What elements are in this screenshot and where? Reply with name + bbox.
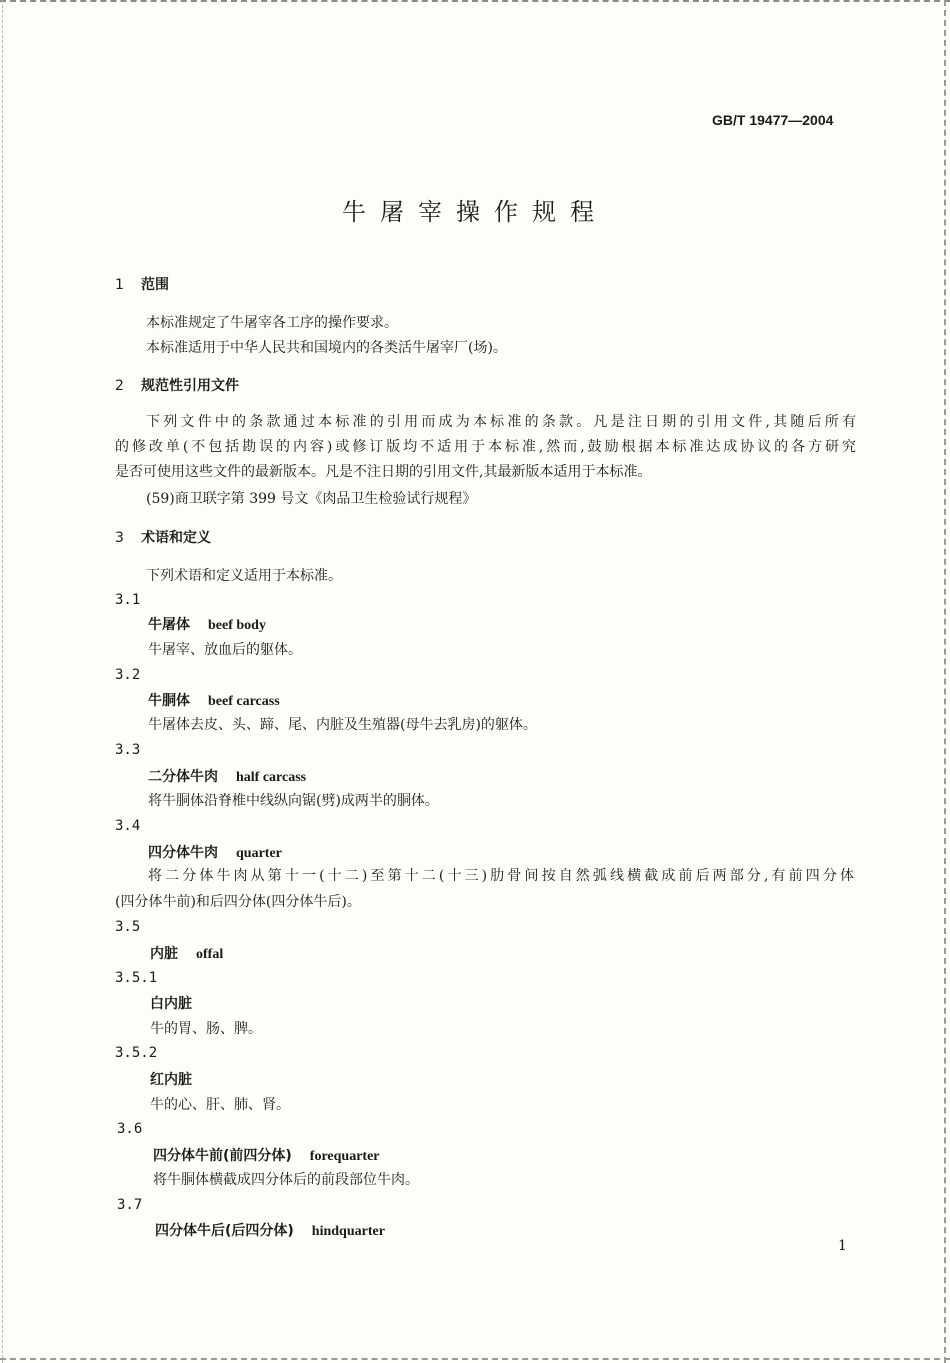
- scan-edge-left: [2, 0, 3, 1363]
- term-definition: (四分体牛前)和后四分体(四分体牛后)。: [115, 894, 361, 910]
- term-en: quarter: [236, 846, 282, 861]
- term-zh: 内脏: [150, 946, 178, 962]
- clause-number: 3.3: [115, 742, 141, 758]
- term-en: forequarter: [309, 1149, 380, 1164]
- term-zh: 白内脏: [150, 996, 192, 1012]
- section-title: 术语和定义: [141, 530, 211, 546]
- term-definition: 将牛胴体沿脊椎中线纵向锯(劈)成两半的胴体。: [148, 793, 439, 809]
- term: [150, 1069, 192, 1089]
- term-zh: 四分体牛肉: [148, 845, 218, 861]
- term: [150, 993, 192, 1013]
- reference-entry: (59)商卫联字第 399 号文《肉品卫生检验试行规程》: [146, 491, 477, 507]
- term: [148, 766, 306, 786]
- term-definition: 牛的心、肝、肺、肾。: [150, 1097, 290, 1113]
- term-en: offal: [196, 947, 224, 962]
- term: [150, 943, 223, 963]
- paragraph-line: 下列文件中的条款通过本标准的引用而成为本标准的条款。凡是注日期的引用文件,其随后所有: [146, 414, 856, 430]
- term: [148, 842, 282, 862]
- section-number: 1: [115, 277, 124, 293]
- term: [148, 614, 266, 634]
- clause-number: 3.7: [117, 1197, 143, 1213]
- document-title: 牛屠宰操作规程: [342, 198, 608, 226]
- clause-number: 3.1: [115, 592, 141, 608]
- scan-edge-right: [944, 0, 946, 1363]
- term-en: beef carcass: [208, 694, 280, 709]
- clause-number: 3.4: [115, 818, 141, 834]
- clause-number: 3.2: [115, 667, 141, 683]
- paragraph: 本标准规定了牛屠宰各工序的操作要求。: [146, 315, 398, 331]
- scan-edge-bottom: [0, 1358, 950, 1360]
- section-heading-3: [115, 527, 211, 547]
- term: [155, 1220, 385, 1240]
- section-title: 范围: [141, 277, 169, 293]
- page-number: 1: [838, 1238, 847, 1254]
- paragraph: 本标准适用于中华人民共和国境内的各类活牛屠宰厂(场)。: [146, 340, 507, 356]
- section-heading-1: [115, 274, 169, 294]
- section-title: 规范性引用文件: [141, 378, 239, 394]
- term: [153, 1145, 380, 1165]
- term-definition: 牛屠宰、放血后的躯体。: [148, 642, 302, 658]
- term-zh: 牛屠体: [148, 617, 190, 633]
- term: [148, 690, 280, 710]
- section-number: 3: [115, 530, 124, 546]
- clause-number: 3.5: [115, 919, 141, 935]
- term-zh: 红内脏: [150, 1072, 192, 1088]
- term-en: beef body: [208, 618, 266, 633]
- paragraph: 下列术语和定义适用于本标准。: [146, 568, 342, 584]
- term-definition: 牛的胃、肠、脾。: [150, 1021, 262, 1037]
- section-number: 2: [115, 378, 124, 394]
- clause-number: 3.5.1: [115, 970, 158, 986]
- term-zh: 四分体牛前(前四分体): [153, 1148, 292, 1164]
- term-definition: 将二分体牛肉从第十一(十二)至第十二(十三)肋骨间按自然弧线横截成前后两部分,有前四分体: [148, 868, 854, 884]
- term-zh: 四分体牛后(后四分体): [155, 1223, 294, 1239]
- term-zh: 二分体牛肉: [148, 769, 218, 785]
- section-heading-2: [115, 375, 239, 395]
- standard-number: GB/T 19477—2004: [712, 112, 834, 128]
- paragraph-line: 的修改单(不包括勘误的内容)或修订版均不适用于本标准,然而,鼓励根据本标准达成协议的各方研究: [115, 439, 856, 455]
- term-zh: 牛胴体: [148, 693, 190, 709]
- term-en: half carcass: [236, 770, 307, 785]
- clause-number: 3.6: [117, 1121, 143, 1137]
- term-definition: 牛屠体去皮、头、蹄、尾、内脏及生殖器(母牛去乳房)的躯体。: [148, 717, 537, 733]
- term-en: hindquarter: [311, 1224, 385, 1239]
- clause-number: 3.5.2: [115, 1045, 158, 1061]
- term-definition: 将牛胴体横截成四分体后的前段部位牛肉。: [153, 1172, 419, 1188]
- scan-edge-top: [0, 0, 950, 2]
- paragraph-line: 是否可使用这些文件的最新版本。凡是不注日期的引用文件,其最新版本适用于本标准。: [115, 464, 652, 480]
